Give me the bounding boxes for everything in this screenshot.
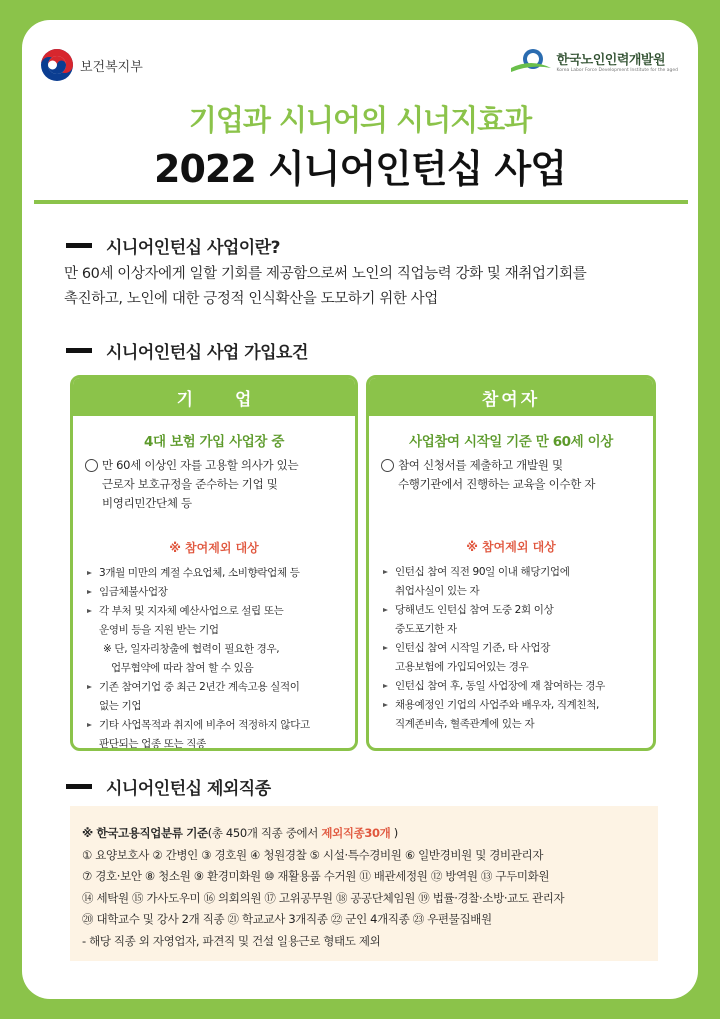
exclusion-line: 취업사실이 있는 자 [395,585,480,597]
exclusion-line: 중도포기한 자 [395,623,457,635]
excluded-jobs-line: ① 요양보호사 ② 간병인 ③ 경호원 ④ 청원경찰 ⑤ 시설·특수경비원 ⑥ 일반경비원 및 경비관리자 [82,847,544,862]
classification-total: (총 450개 직종 중에서 [207,826,322,840]
participant-card [366,375,656,751]
exclusion-line: 운영비 등을 지원 받는 기업 [99,624,219,636]
intro-line-1: 만 60세 이상자에게 일할 기회를 제공함으로써 노인의 직업능력 강화 및 재취업기회를 [64,266,587,282]
exclusion-line: 기존 참여기업 중 최근 2년간 계속고용 실적이 [99,681,300,693]
section-bar [66,348,92,353]
exclusion-line: 인턴십 참여 직전 90일 이내 해당기업에 [395,566,570,578]
company-eligibility [85,456,355,513]
excluded-jobs-box [70,806,658,961]
poster [22,20,698,999]
exclusion-line: 임금체불사업장 [99,586,168,598]
exclusion-item [85,564,347,583]
kordi-name: 한국노인인력개발원 [556,53,666,68]
section-bar [66,784,92,789]
intro-line-2: 촉진하고, 노인에 대한 긍정적 인식확산을 도모하기 위한 사업 [64,291,438,307]
exclusion-line: 기타 사업목적과 취지에 비추어 적정하지 않다고 [99,719,310,731]
eligibility-line: 수행기관에서 진행하는 교육을 이수한 자 [398,477,596,491]
kordi-mark-icon [509,46,553,76]
exclusion-line: 인턴십 참여 후, 동일 사업장에 재 참여하는 경우 [395,680,605,692]
exclusion-item [381,677,645,696]
exclusion-line: 각 부처 및 지자체 예산사업으로 설립 또는 [99,605,284,617]
excluded-jobs-note: - 해당 직종 외 자영업자, 파견직 및 건설 일용근로 형태도 제외 [82,933,381,948]
taeguk-emblem-icon [40,48,74,82]
section-title: 시니어인턴십 사업이란? [106,238,280,258]
section-intro-heading [66,233,280,258]
section-title: 시니어인턴십 제외직종 [106,779,271,799]
classification-basis: ※ 한국고용직업분류 기준 [82,826,208,840]
title-divider [34,200,688,204]
classification-end: ) [390,826,398,840]
exclusion-item [381,639,645,677]
kordi-logo [509,46,678,76]
section-requirements-heading [66,338,308,363]
exclusion-note: ※ 단, 일자리창출에 협력이 필요한 경우, [103,643,280,655]
exclusion-line: 당해년도 인턴십 참여 도중 2회 이상 [395,604,554,616]
exclusion-line: 인턴십 참여 시작일 기준, 타 사업장 [395,642,551,654]
exclusion-item [85,716,347,751]
participant-exclusion-list [381,563,653,734]
section-excluded-heading [66,774,271,799]
exclusion-line: 직계존비속, 혈족관계에 있는 자 [395,718,535,730]
exclusion-item [381,696,645,734]
exclusion-note: 업무협약에 따라 참여 할 수 있음 [111,662,254,674]
exclusion-line: 고용보험에 가입되어있는 경우 [395,661,529,673]
company-card [70,375,358,751]
exclusion-line: 채용예정인 기업의 사업주와 배우자, 직계친척, [395,699,599,711]
eligibility-line: 비영리민간단체 등 [102,496,192,510]
excluded-jobs-line: ⑳ 대학교수 및 강사 2개 직종 ㉑ 학교교사 3개직종 ㉒ 군인 4개직종 ㉓ 우편물집배원 [82,912,492,926]
exclusion-item [85,678,347,716]
intro-text [64,262,684,312]
excluded-jobs-line: ⑭ 세탁원 ⑮ 가사도우미 ⑯ 의회의원 ⑰ 고위공무원 ⑱ 공공단체임원 ⑲ 법률·경찰·소방·교도 관리자 [82,890,565,905]
eligibility-line: 만 60세 이상인 자를 고용할 의사가 있는 [102,458,299,472]
poster-title: 2022 시니어인턴십 사업 [154,147,566,191]
company-card-subtitle: 4대 보험 가입 사업장 중 [144,434,284,450]
participant-eligibility [381,456,653,494]
company-exclusion-list [85,564,355,751]
section-bar [66,243,92,248]
exclusion-item [381,601,645,639]
ministry-logo [40,48,143,82]
section-title: 시니어인턴십 사업 가입요건 [106,343,308,363]
exclusion-line: 없는 기업 [99,700,142,712]
excluded-count: 제외직종30개 [321,826,391,840]
exclusion-item [85,583,347,602]
excluded-jobs-intro [82,823,658,845]
eligibility-line: 참여 신청서를 제출하고 개발원 및 [398,458,563,472]
company-card-title: 기 업 [73,378,355,416]
participant-exclusion-title: ※ 참여제외 대상 [466,540,556,554]
exclusion-item [85,602,347,678]
participant-card-subtitle: 사업참여 시작일 기준 만 60세 이상 [409,434,613,450]
company-exclusion-title: ※ 참여제외 대상 [169,541,259,555]
eligibility-line: 근로자 보호규정을 준수하는 기업 및 [102,477,278,491]
participant-card-title: 참여자 [369,378,653,416]
exclusion-line: 판단되는 업종 또는 직종 [99,738,206,750]
kordi-name-en: Korea Labor Force Development Institute for the aged [556,68,678,73]
exclusion-item [381,563,645,601]
exclusion-line: 3개월 미만의 계절 수요업체, 소비향락업체 등 [99,567,300,579]
ministry-name: 보건복지부 [80,59,143,75]
poster-subtitle: 기업과 시니어의 시너지효과 [188,103,532,137]
excluded-jobs-line: ⑦ 경호·보안 ⑧ 청소원 ⑨ 환경미화원 ⑩ 재활용품 수거원 ⑪ 배관세정원 ⑫ 방역원 ⑬ 구두미화원 [82,869,550,883]
